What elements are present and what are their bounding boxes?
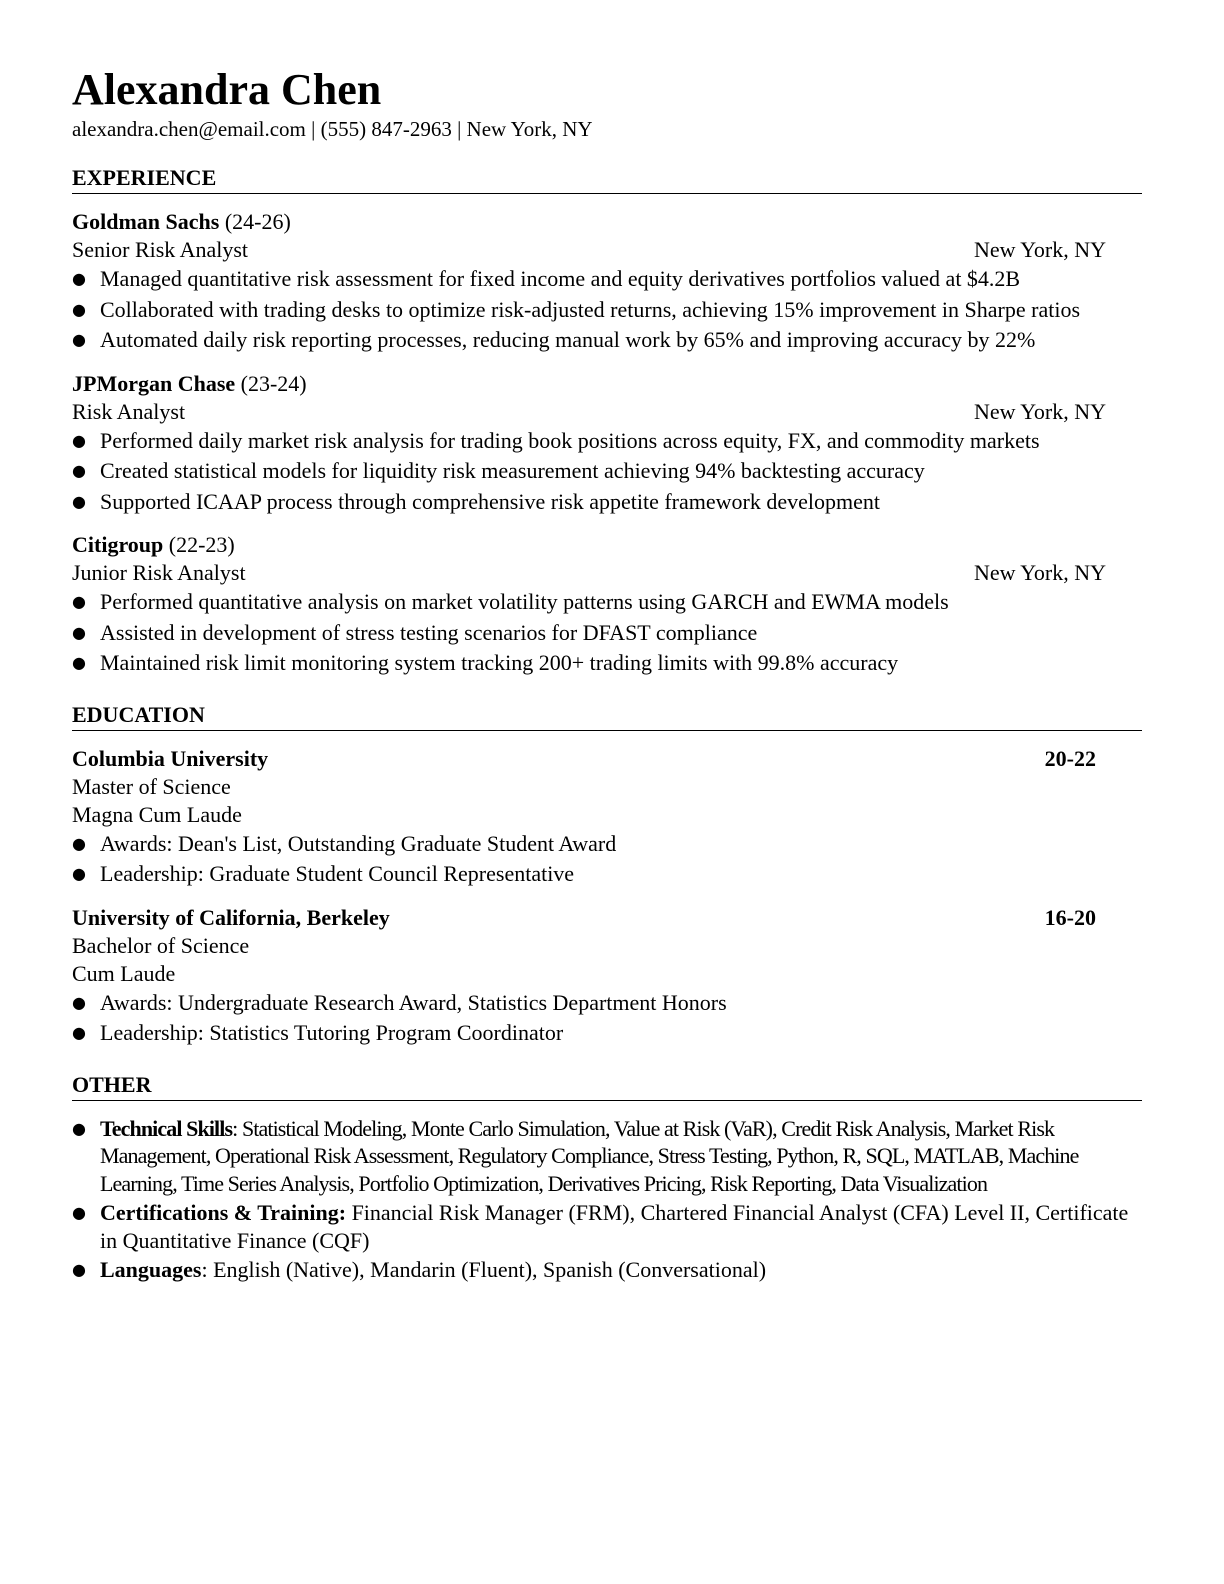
job-role-row	[72, 559, 1142, 587]
other-item-sep: :	[232, 1115, 238, 1141]
other-item-text: English (Native), Mandarin (Fluent), Spanish (Conversational)	[207, 1257, 767, 1282]
bullet-item: ● Performed daily market risk analysis for trading book positions across equity, FX, and commodity markets	[72, 426, 1142, 457]
education-section	[72, 701, 1142, 1049]
job-entry	[72, 208, 1142, 356]
job-header	[72, 208, 1142, 236]
education-bullets	[72, 829, 1142, 890]
job-role-row	[72, 236, 1142, 264]
other-item-label: Languages	[100, 1257, 202, 1282]
other-item-label: Technical Skills	[100, 1115, 233, 1141]
job-location: New York, NY	[973, 237, 1106, 262]
bullet-item: ● Awards: Undergraduate Research Award, Statistics Department Honors	[72, 988, 1142, 1019]
education-entry	[72, 745, 1142, 890]
other-item-text: Statistical Modeling, Monte Carlo Simulation, Value at Risk (VaR), Credit Risk Analysis, Market Risk Management, Operational Risk Assessment, Regulatory Compliance, Stress Testing, Python, R, SQL, MATLAB, Machine Learning, Time Series Analysis, Portfolio Optimization, Derivatives Pricing, Risk Reporting, Data Visualization	[100, 1115, 1079, 1196]
honors: Cum Laude	[72, 960, 176, 986]
resume-page	[72, 64, 1142, 1284]
section-title-other: OTHER	[72, 1071, 1142, 1101]
job-location: New York, NY	[973, 398, 1106, 424]
job-bullets	[72, 264, 1142, 356]
school-years: 16-20	[1044, 904, 1096, 930]
other-section	[72, 1071, 1142, 1284]
degree: Bachelor of Science	[72, 932, 250, 958]
job-entry	[72, 531, 1142, 679]
other-item-certifications	[72, 1199, 1142, 1254]
honors: Magna Cum Laude	[72, 801, 242, 827]
job-role-row	[72, 398, 1142, 426]
bullet-item: ● Leadership: Statistics Tutoring Program Coordinator	[72, 1018, 1142, 1049]
other-item-sep: :	[201, 1257, 208, 1282]
bullet-item: ● Assisted in development of stress testing scenarios for DFAST compliance	[72, 618, 1142, 649]
job-company: Goldman Sachs	[72, 209, 220, 234]
education-header	[72, 745, 1142, 773]
section-title-education: EDUCATION	[72, 701, 1142, 731]
other-item-text: Financial Risk Manager (FRM), Chartered Financial Analyst (CFA) Level II, Certificate in Quantitative Finance (CQF)	[100, 1200, 1129, 1253]
candidate-name: Alexandra Chen	[72, 65, 382, 114]
education-entry	[72, 904, 1142, 1049]
bullet-item: ● Created statistical models for liquidity risk measurement achieving 94% backtesting accuracy	[72, 456, 1142, 487]
bullet-item: ● Supported ICAAP process through comprehensive risk appetite framework development	[72, 487, 1142, 518]
other-bullets	[72, 1115, 1142, 1284]
job-bullets	[72, 426, 1142, 518]
other-item-label: Certifications & Training:	[100, 1200, 347, 1225]
job-location: New York, NY	[973, 560, 1106, 585]
bullet-item: ● Collaborated with trading desks to optimize risk-adjusted returns, achieving 15% improvement in Sharpe ratios	[72, 295, 1142, 326]
other-item-languages	[72, 1256, 1142, 1284]
job-header	[72, 531, 1142, 559]
job-company: Citigroup	[72, 532, 164, 557]
education-header	[72, 904, 1142, 932]
school-years: 20-22	[1044, 745, 1096, 771]
bullet-item: ● Automated daily risk reporting processes, reducing manual work by 65% and improving accuracy by 22%	[72, 325, 1142, 356]
bullet-item: ● Performed quantitative analysis on market volatility patterns using GARCH and EWMA models	[72, 587, 1142, 618]
job-role: Risk Analyst	[72, 398, 186, 424]
job-entry	[72, 370, 1142, 518]
job-header	[72, 370, 1142, 398]
bullet-item: ● Maintained risk limit monitoring system tracking 200+ trading limits with 99.8% accuracy	[72, 648, 1142, 679]
job-years: (23-24)	[240, 370, 307, 396]
job-role: Senior Risk Analyst	[72, 237, 249, 262]
bullet-item: ● Managed quantitative risk assessment for fixed income and equity derivatives portfolios valued at $4.2B	[72, 264, 1142, 295]
bullet-item: ● Leadership: Graduate Student Council Representative	[72, 859, 1142, 890]
job-company: JPMorgan Chase	[72, 370, 236, 396]
experience-section	[72, 164, 1142, 679]
bullet-item: ● Awards: Dean's List, Outstanding Graduate Student Award	[72, 829, 1142, 860]
other-item-technical-skills	[72, 1115, 1142, 1198]
school-name: Columbia University	[72, 745, 269, 771]
school-name: University of California, Berkeley	[72, 904, 390, 930]
job-role: Junior Risk Analyst	[72, 560, 246, 585]
job-years: (24-26)	[224, 209, 291, 234]
contact-line: alexandra.chen@email.com | (555) 847-2963 | New York, NY	[72, 117, 593, 141]
education-bullets	[72, 988, 1142, 1049]
job-years: (22-23)	[168, 532, 235, 557]
job-bullets	[72, 587, 1142, 679]
section-title-experience: EXPERIENCE	[72, 164, 1142, 194]
degree: Master of Science	[72, 773, 231, 799]
